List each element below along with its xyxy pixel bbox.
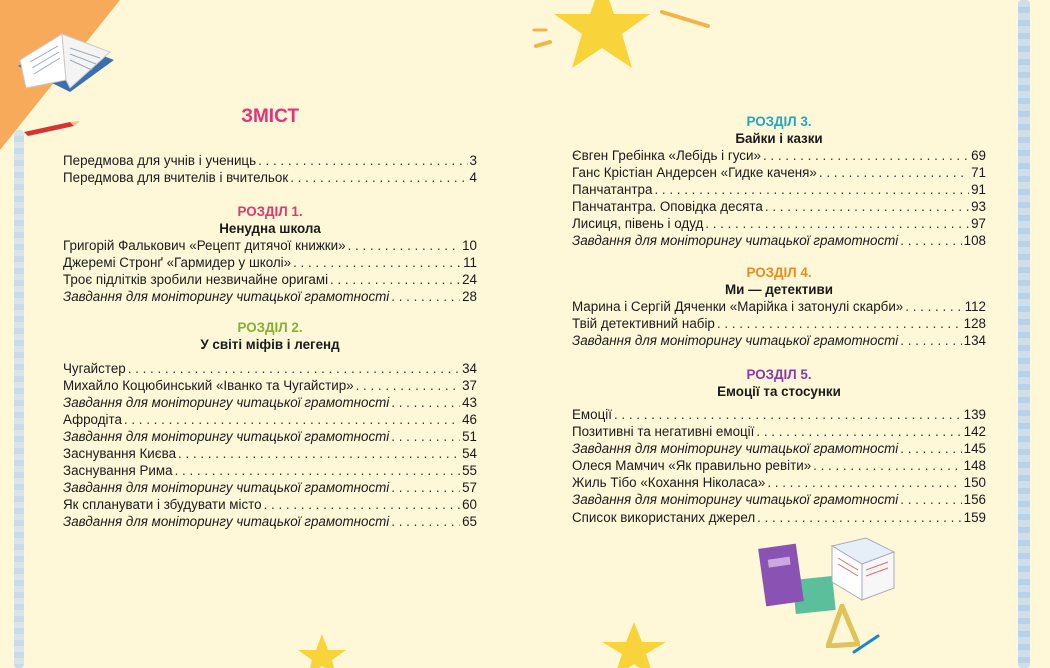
toc-entry[interactable]: Передмова для вчителів і вчительок . . . 4: [63, 169, 477, 186]
right-border-stripe: [1018, 0, 1030, 668]
toc-entry[interactable]: Позитивні та негативні емоції . . . 142: [572, 423, 986, 440]
section-title: Ми — детективи: [725, 282, 833, 297]
section-3: [572, 113, 986, 249]
section-4: [572, 264, 986, 349]
toc-entry[interactable]: Панчатантра. Оповідка десята . . . 93: [572, 198, 986, 215]
page-title: ЗМІСТ: [241, 106, 299, 127]
section-label: РОЗДІЛ 5.: [746, 367, 812, 382]
section-label: РОЗДІЛ 3.: [746, 114, 812, 129]
section-2: [63, 319, 477, 530]
section-1: [63, 203, 477, 305]
toc-entry[interactable]: Жиль Тібо «Кохання Ніколаса» . . . 150: [572, 474, 986, 491]
toc-entry[interactable]: Марина і Сергій Дяченки «Марійка і затонулі скарби» . . . 112: [572, 298, 986, 315]
star-icon: [292, 630, 352, 668]
section-label: РОЗДІЛ 1.: [237, 204, 303, 219]
intro-list: [63, 152, 477, 186]
section-title: Ненудна школа: [219, 221, 321, 236]
toc-entry[interactable]: Завдання для моніторингу читацької грамотності . . . 51: [63, 428, 477, 445]
section-5: [572, 366, 986, 508]
toc-entry-sources[interactable]: Список використаних джерел . . . 159: [572, 509, 986, 526]
left-border-stripe: [14, 130, 24, 668]
toc-entry[interactable]: Ганс Крістіан Андерсен «Гидке каченя» . . . 71: [572, 164, 986, 181]
star-icon: [596, 618, 672, 668]
toc-entry[interactable]: Михайло Коцюбинський «Іванко та Чугайстир» . . . 37: [63, 377, 477, 394]
section-title: Емоції та стосунки: [717, 384, 841, 399]
toc-entry[interactable]: Завдання для моніторингу читацької грамотності . . . 108: [572, 232, 986, 249]
toc-entry[interactable]: Емоції . . . 139: [572, 406, 986, 423]
toc-entry[interactable]: Заснування Рима . . . 55: [63, 462, 477, 479]
star-icon: [532, 0, 712, 72]
toc-entry[interactable]: Євген Гребінка «Лебідь і гуси» . . . 69: [572, 147, 986, 164]
toc-entry[interactable]: Заснування Києва . . . 54: [63, 445, 477, 462]
section-title: Байки і казки: [735, 131, 823, 146]
toc-entry[interactable]: Олеся Мамчич «Як правильно ревіти» . . . 148: [572, 457, 986, 474]
toc-entry[interactable]: Джеремі Стронґ «Гармидер у школі» . . . 11: [63, 254, 477, 271]
toc-entry[interactable]: Лисиця, півень і одуд . . . 97: [572, 215, 986, 232]
toc-entry[interactable]: Завдання для моніторингу читацької грамотності . . . 134: [572, 332, 986, 349]
toc-entry[interactable]: Завдання для моніторингу читацької грамотності . . . 65: [63, 513, 477, 530]
toc-entry[interactable]: Завдання для моніторингу читацької грамотності . . . 57: [63, 479, 477, 496]
toc-entry[interactable]: Чугайстер . . . 34: [63, 360, 477, 377]
toc-entry[interactable]: Завдання для моніторингу читацької грамотності . . . 28: [63, 288, 477, 305]
section-label: РОЗДІЛ 2.: [237, 320, 303, 335]
toc-entry[interactable]: Твій детективний набір . . . 128: [572, 315, 986, 332]
toc-entry[interactable]: Завдання для моніторингу читацької грамотності . . . 156: [572, 491, 986, 508]
toc-entry[interactable]: Григорій Фалькович «Рецепт дитячої книжки» . . . 10: [63, 237, 477, 254]
toc-entry[interactable]: Завдання для моніторингу читацької грамотності . . . 145: [572, 440, 986, 457]
section-title: У світі міфів і легенд: [200, 337, 340, 352]
toc-entry[interactable]: Троє підлітків зробили незвичайне оригамі . . . 24: [63, 271, 477, 288]
toc-entry[interactable]: Передмова для учнів і учениць . . . 3: [63, 152, 477, 169]
open-book-icon: [14, 22, 118, 102]
ruler-icon: [826, 604, 860, 648]
toc-entry[interactable]: Завдання для моніторингу читацької грамотності . . . 43: [63, 394, 477, 411]
toc-entry[interactable]: Афродіта . . . 46: [63, 411, 477, 428]
section-label: РОЗДІЛ 4.: [746, 265, 812, 280]
toc-entry[interactable]: Панчатантра . . . 91: [572, 181, 986, 198]
toc-entry[interactable]: Як спланувати і збудувати місто . . . 60: [63, 496, 477, 513]
sources-entry-block: [572, 509, 986, 526]
